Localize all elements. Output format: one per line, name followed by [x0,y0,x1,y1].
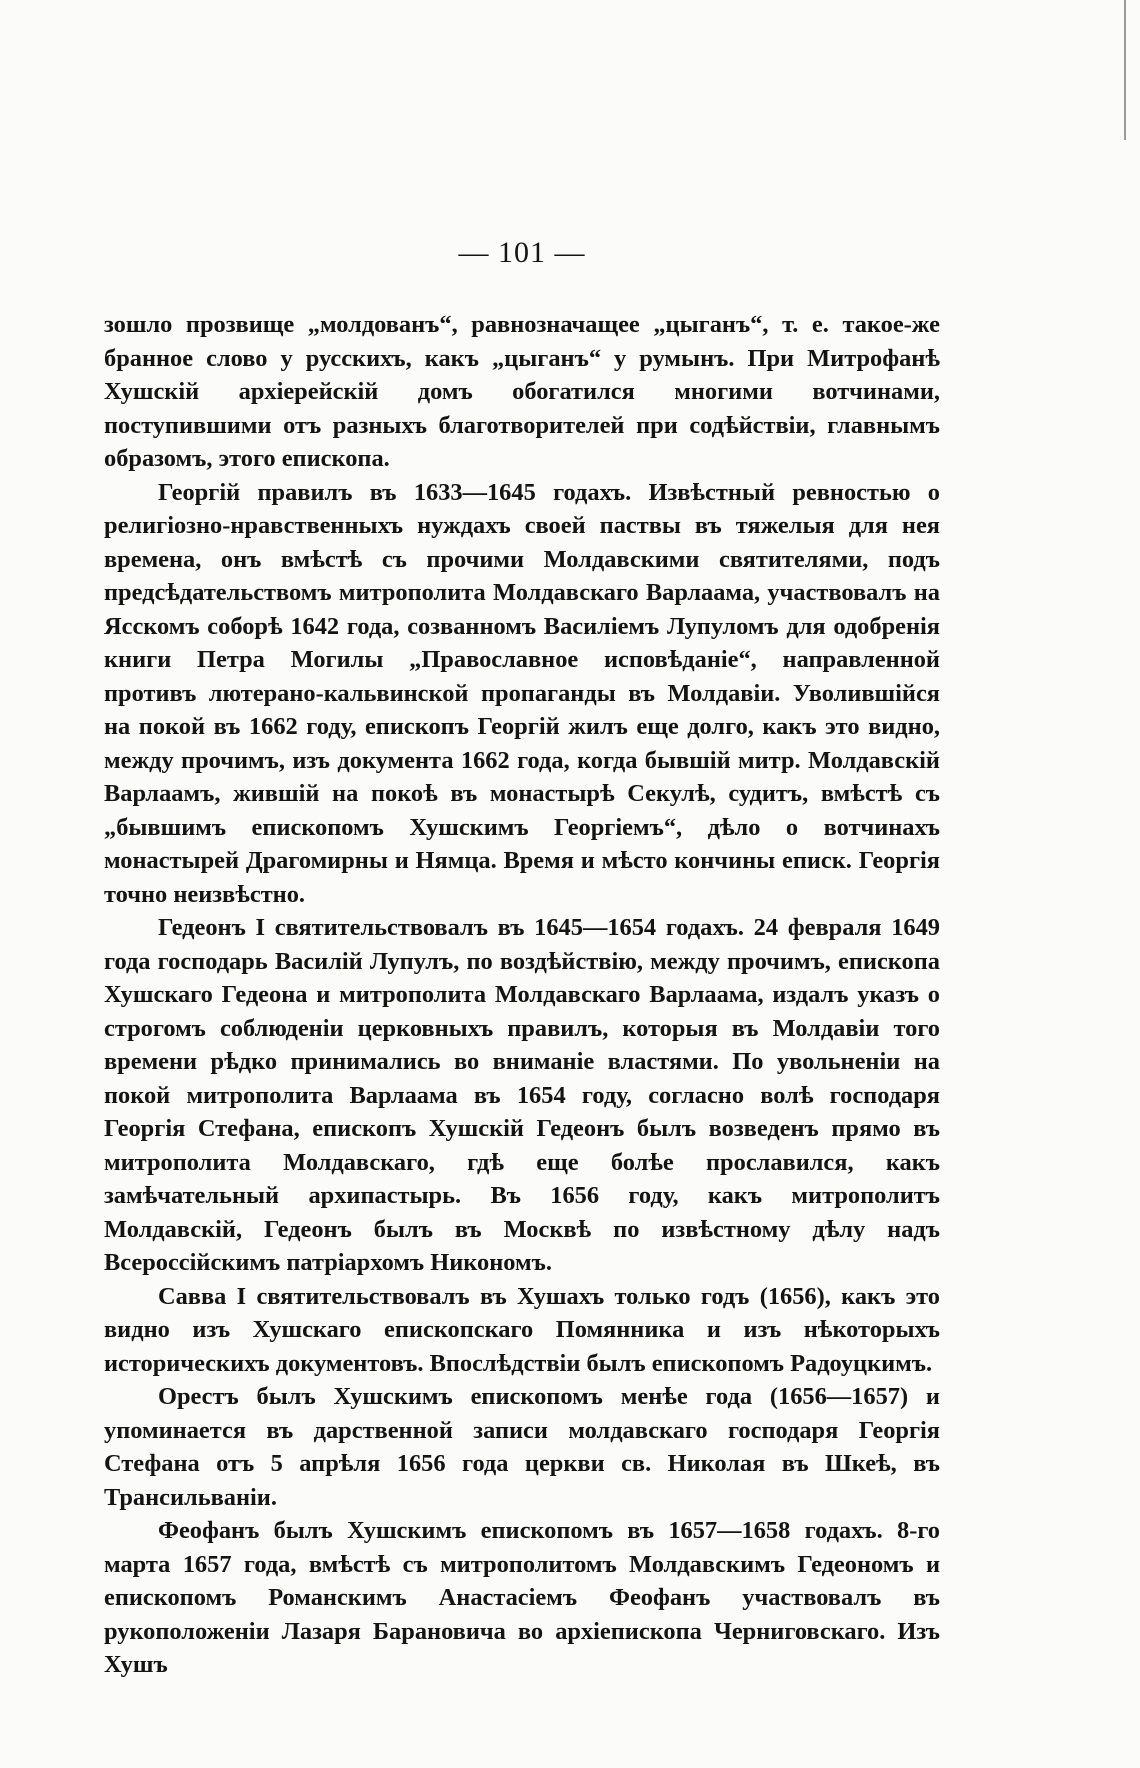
paragraph-6-feofan: Феофанъ былъ Хушскимъ епископомъ въ 1657—1658 годахъ. 8-го марта 1657 года, вмѣстѣ съ митрополитомъ Молдавскимъ Гедеономъ и епископомъ Романскимъ Анастасіемъ Феофанъ участвовалъ въ рукоположеніи Лазаря Барановича во архіепископа Черниговскаго. Изъ Хушъ [104,1517,940,1678]
page-number: — 101 — [458,236,586,269]
paragraph-5-orest: Орестъ былъ Хушскимъ епископомъ менѣе года (1656—1657) и упоминается въ дарственной записи молдавскаго господаря Георгія Стефана отъ 5 апрѣля 1656 года церкви св. Николая въ Шкеѣ, въ Трансильваніи. [104,1383,940,1511]
paragraph-4-savva: Савва I святительствовалъ въ Хушахъ только годъ (1656), какъ это видно изъ Хушскаго епископскаго Помянника и изъ нѣкоторыхъ историческихъ документовъ. Впослѣдствіи былъ епископомъ Радоуцкимъ. [104,1282,940,1377]
paragraph-2-georgiy: Георгій правилъ въ 1633—1645 годахъ. Извѣстный ревностью о религіозно-нравственныхъ нуждахъ своей паствы въ тяжелыя для нея времена, онъ вмѣстѣ съ прочими Молдавскими святителями, подъ предсѣдательствомъ митрополита Молдавскаго Варлаама, участвовалъ на Ясскомъ соборѣ 1642 года, созванномъ Василіемъ Лупуломъ для одобренія книги Петра Могилы „Православное исповѣданіе“, направленной противъ лютерано-кальвинской пропаганды въ Молдавіи. Уволившійся на покой въ 1662 году, епископъ Георгій жилъ еще долго, какъ это видно, между прочимъ, изъ документа 1662 года, когда бывшій митр. Молдавскій Варлаамъ, жившій на покоѣ въ монастырѣ Секулѣ, судитъ, вмѣстѣ съ „бывшимъ епископомъ Хушскимъ Георгіемъ“, дѣло о вотчинахъ монастырей Драгомирны и Нямца. Время и мѣсто кончины еписк. Георгія точно неизвѣстно. [104,478,940,908]
scan-edge-line [1124,0,1126,140]
paragraph-1: зошло прозвище „молдованъ“, равнозначащее „цыганъ“, т. е. такое-же бранное слово у русскихъ, какъ „цыганъ“ у румынъ. При Митрофанѣ Хушскій архіерейскій домъ обогатился многими вотчинами, поступившими отъ разныхъ благотворителей при содѣйствіи, главнымъ образомъ, этого епископа. [104,311,940,472]
paragraph-3-gedeon: Гедеонъ I святительствовалъ въ 1645—1654 годахъ. 24 февраля 1649 года господарь Василій Лупулъ, по воздѣйствію, между прочимъ, епископа Хушскаго Гедеона и митрополита Молдавскаго Варлаама, издалъ указъ о строгомъ соблюденіи церковныхъ правилъ, которыя въ Молдавіи того времени рѣдко принимались во вниманіе властями. По увольненіи на покой митрополита Варлаама въ 1654 году, согласно волѣ господаря Георгія Стефана, епископъ Хушскій Гедеонъ былъ возведенъ прямо въ митрополита Молдавскаго, гдѣ еще болѣе прославился, какъ замѣчательный архипастырь. Въ 1656 году, какъ митрополитъ Молдавскій, Гедеонъ былъ въ Москвѣ по извѣстному дѣлу надъ Всероссійскимъ патріархомъ Никономъ. [104,914,940,1276]
book-page [104,236,940,1682]
